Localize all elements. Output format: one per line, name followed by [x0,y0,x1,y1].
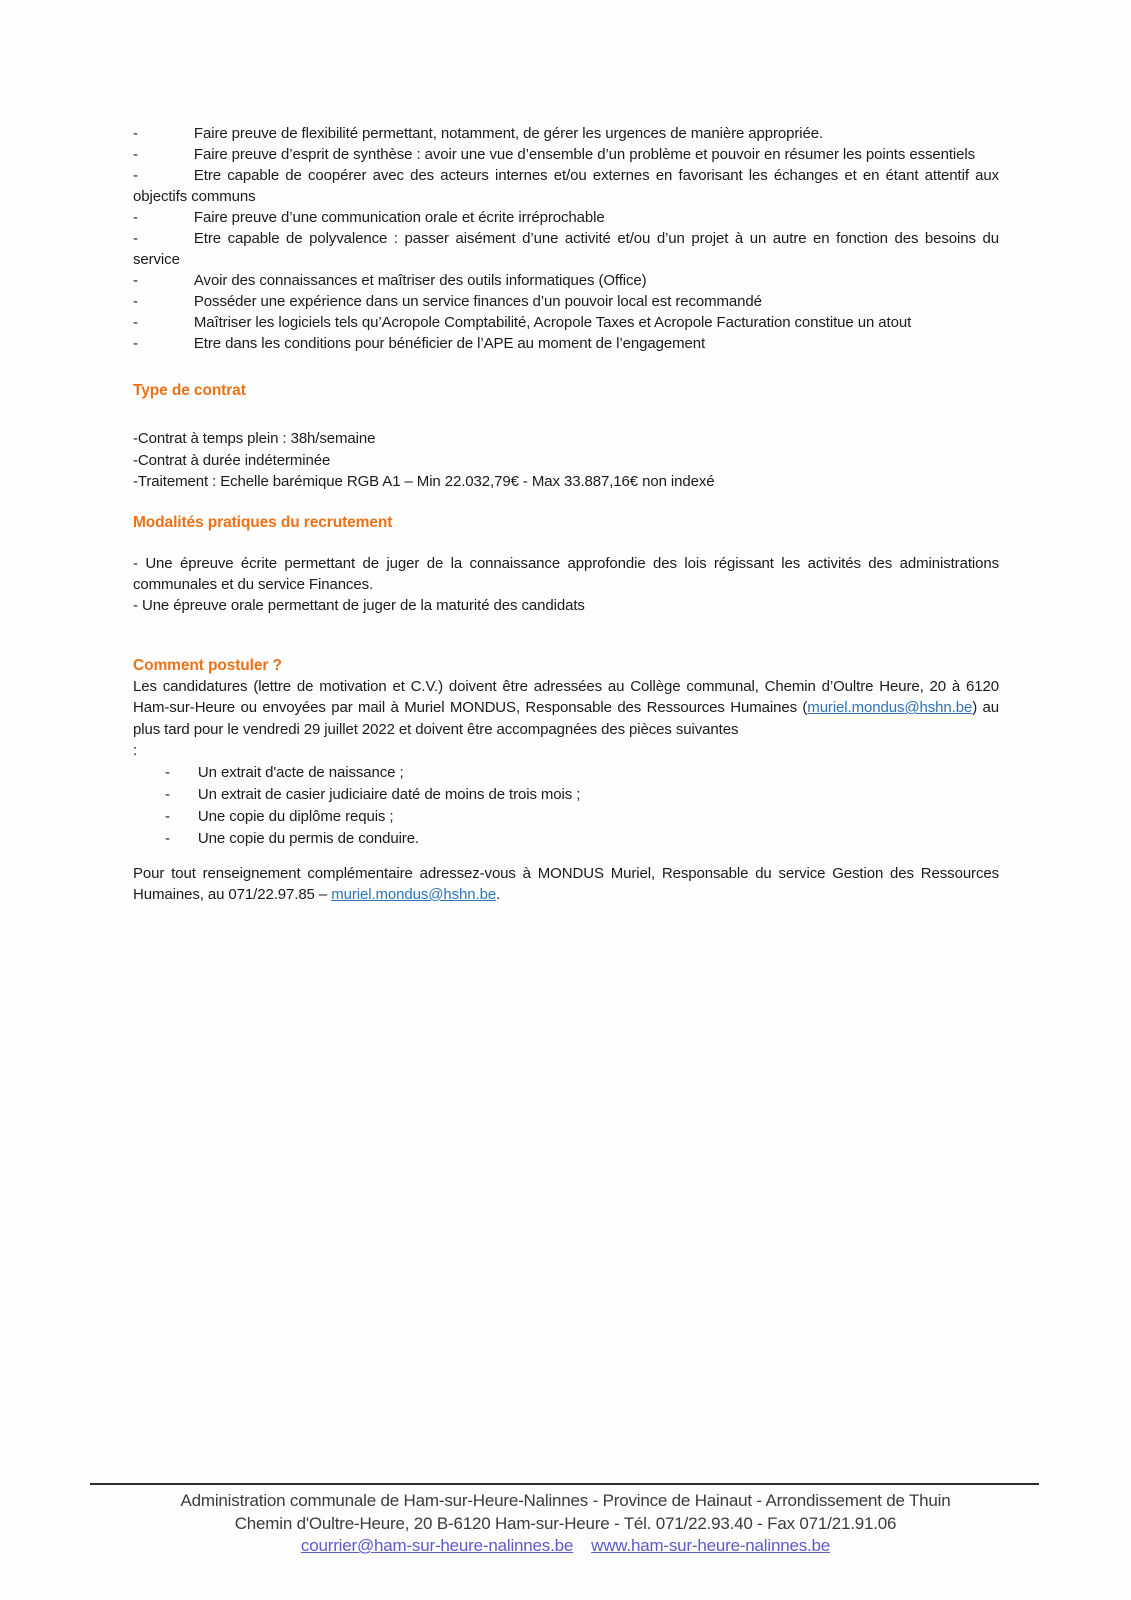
closing-text-after-link: . [496,886,501,903]
modalites-paragraph: - Une épreuve écrite permettant de juger de la connaissance approfondie des lois régissant les activités des administrations communales et du service Finances. [133,554,999,593]
requirement-item [133,144,999,165]
requirement-text: Etre capable de coopérer avec des acteurs internes et/ou externes en favorisant les échanges et en étant attentif aux objectifs communs [133,167,999,205]
requirement-item [133,312,999,333]
bullet-dash: - [133,209,138,226]
requirement-text: Faire preuve d’une communication orale et écrite irréprochable [193,209,605,226]
requirement-text: Faire preuve de flexibilité permettant, notamment, de gérer les urgences de manière appropriée. [193,125,824,142]
bullet-dash: - [165,807,170,825]
requirements-list [133,123,999,354]
footer-address-line: Chemin d'Oultre-Heure, 20 B-6120 Ham-sur-Heure - Tél. 071/22.93.40 - Fax 071/21.91.06 [234,1513,897,1533]
modalites-paragraph: - Une épreuve orale permettant de juger de la maturité des candidats [133,596,585,614]
application-instructions [133,676,999,741]
bullet-dash: - [133,230,138,247]
contract-line: -Traitement : Echelle barémique RGB A1 – Min 22.032,79€ - Max 33.887,16€ non indexé [133,473,715,490]
requirement-text: Avoir des connaissances et maîtriser des outils informatiques (Office) [193,272,647,289]
requirement-item [133,291,999,312]
section-heading-type-de-contrat: Type de contrat [133,382,246,399]
footer-website-link[interactable]: www.ham-sur-heure-nalinnes.be [591,1536,831,1555]
closing-text-before-link: Pour tout renseignement complémentaire adressez-vous à MONDUS Muriel, Responsable du service Gestion des Ressources Humaines, au 071/22.97.85 – [133,864,999,903]
footer-email-link[interactable]: courrier@ham-sur-heure-nalinnes.be [300,1536,574,1555]
section-heading-comment-postuler: Comment postuler ? [133,656,282,674]
document-text: Une copie du permis de conduire. [197,829,420,847]
bullet-dash: - [133,272,138,289]
wrapped-colon: : [133,742,138,759]
modalites-paragraphs [133,553,999,616]
email-link-muriel-mondus-footer[interactable]: muriel.mondus@hshn.be [331,886,497,903]
bullet-dash: - [133,314,138,331]
bullet-dash: - [133,146,138,163]
bullet-dash: - [165,785,170,803]
contract-line: -Contrat à durée indéterminée [133,451,331,469]
bullet-dash: - [133,335,138,352]
contract-details [133,428,999,493]
intro-text-before-link: Les candidatures (lettre de motivation et C.V.) doivent être adressées au Collège communal, Chemin d’Oultre Heure, 20 à 6120 Ham-sur-Heure ou envoyées par mail à Muriel MONDUS, Responsable des Ressources Humaines ( [133,677,999,716]
requirement-item [133,165,999,207]
bullet-dash: - [165,763,170,781]
requirement-text: Posséder une expérience dans un service finances d’un pouvoir local est recommandé [193,293,762,310]
footer-divider [90,1483,1039,1485]
document-text: Une copie du diplôme requis ; [197,807,394,825]
requirement-text: Faire preuve d’esprit de synthèse : avoir une vue d’ensemble d’un problème et pouvoir en résumer les points essentiels [193,146,976,163]
contact-info-paragraph [133,863,999,906]
document-item [133,828,999,850]
document-item [133,806,999,828]
requirement-text: Etre capable de polyvalence : passer aisément d’une activité et/ou d’un projet à un autre en fonction des besoins du service [133,230,999,268]
requirement-item [133,228,999,270]
requirement-item [133,123,999,144]
contract-line: -Contrat à temps plein : 38h/semaine [133,430,376,447]
requirement-item [133,207,999,228]
bullet-dash: - [165,829,170,847]
email-link-muriel-mondus[interactable]: muriel.mondus@hshn.be [807,699,973,716]
required-documents-list [133,762,999,850]
document-item [133,762,999,784]
intro-text-after-link: ) au plus tard pour le vendredi 29 juillet 2022 et doivent être accompagnées des pièces suivantes [133,699,999,738]
document-text: Un extrait d'acte de naissance ; [197,763,404,781]
footer-administration-line: Administration communale de Ham-sur-Heure-Nalinnes - Province de Hainaut - Arrondissement de Thuin [180,1491,951,1510]
requirement-item [133,333,999,354]
requirement-item [133,270,999,291]
page-footer [0,1490,1131,1558]
bullet-dash: - [133,293,138,310]
document-item [133,784,999,806]
requirement-text: Etre dans les conditions pour bénéficier de l’APE au moment de l’engagement [193,335,706,352]
document-body [133,123,999,906]
section-heading-modalites: Modalités pratiques du recrutement [133,513,393,531]
bullet-dash: - [133,167,138,184]
bullet-dash: - [133,125,138,142]
footer-links [0,1535,1131,1558]
document-text: Un extrait de casier judiciaire daté de moins de trois mois ; [197,785,581,803]
requirement-text: Maîtriser les logiciels tels qu’Acropole Comptabilité, Acropole Taxes et Acropole Facturation constitue un atout [193,314,912,331]
